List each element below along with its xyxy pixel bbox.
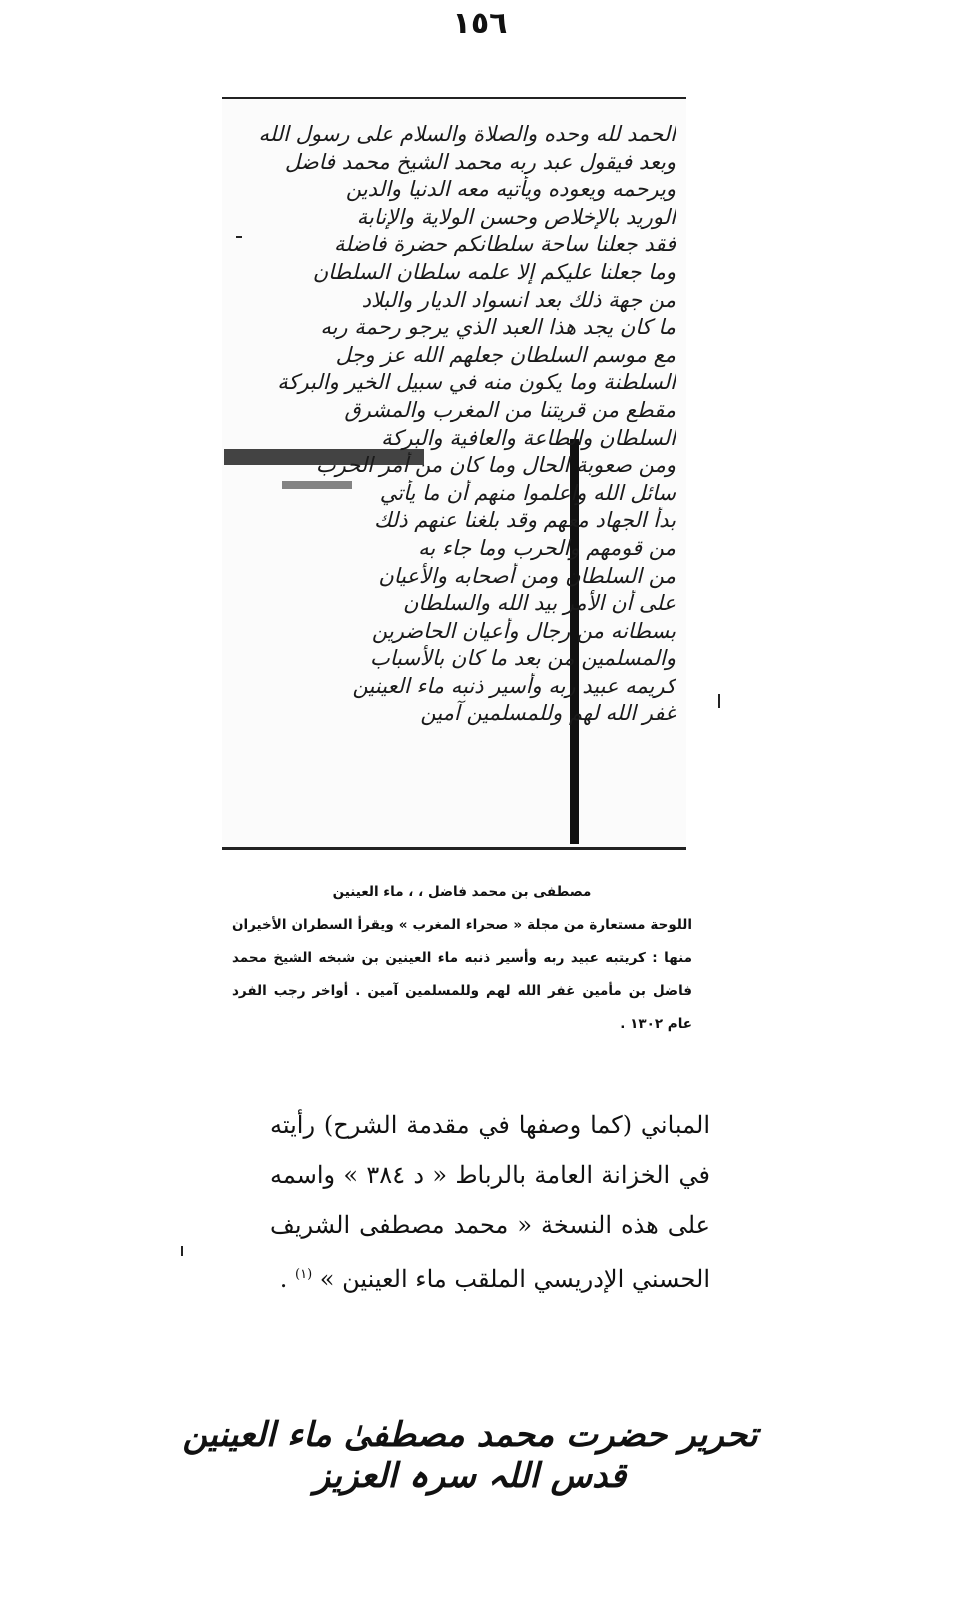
manuscript-image — [222, 97, 686, 850]
manuscript-line: فقد جعلنا ساحة سلطانكم حضرة فاضلة — [334, 232, 676, 257]
manuscript-line: على أن الأمر بيد الله والسلطان — [402, 591, 676, 616]
caption-heading: مصطفى بن محمد فاضل ، ، ماء العينين — [332, 884, 592, 900]
manuscript-line: مقطع من قريتنا من المغرب والمشرق — [344, 397, 676, 422]
manuscript-line: السلطنة وما يكون منه في سبيل الخير والبركة — [277, 370, 676, 395]
manuscript-line: بسطانه من رجال وأعيان الحاضرين — [371, 618, 676, 643]
manuscript-text — [232, 121, 676, 728]
manuscript-line: غفر الله لهم وللمسلمين آمين — [420, 701, 676, 726]
manuscript-line: من جهة ذلك بعد انسواد الديار والبلاد — [361, 287, 676, 312]
manuscript-line: كريمه عبيد ربه وأسير ذنبه ماء العينين — [352, 673, 676, 698]
manuscript-line: مع موسم السلطان جعلهم الله عز وجل — [335, 342, 676, 367]
manuscript-line: من السلطان ومن أصحابه والأعيان — [378, 563, 676, 588]
manuscript-line: السلطان والطاعة والعافية والبركة — [381, 425, 676, 450]
speck — [718, 694, 720, 708]
manuscript-line: بدأ الجهاد معهم وقد بلغنا عنهم ذلك — [374, 508, 676, 533]
manuscript-line: ما كان يجد هذا العبد الذي يرجو رحمة ربه — [320, 315, 676, 340]
manuscript-line: ومن صعوبة الحال وما كان من أمر الحرب — [315, 453, 676, 478]
footer-caption: تحریر حضرت محمد مصطفیٰ ماء العینین قدس اللہ سرہ العزیز — [182, 1415, 758, 1496]
manuscript-line: ويرحمه ويعوده ويأتيه معه الدنيا والدين — [345, 177, 676, 202]
manuscript-line: سائل الله واعلموا منهم أن ما يأتي — [379, 480, 676, 505]
manuscript-line: من قومهم والحرب وما جاء به — [418, 535, 676, 560]
image-caption — [232, 876, 692, 1041]
page-number: ١٥٦ — [452, 6, 508, 41]
manuscript-line: الوريد بالإخلاص وحسن الولاية والإنابة — [356, 204, 676, 229]
speck — [236, 236, 242, 238]
footnote-ref: (١) — [295, 1267, 313, 1282]
speck — [181, 1246, 183, 1256]
manuscript-line: والمسلمين من بعد ما كان بالأسباب — [369, 646, 676, 671]
manuscript-line: الحمد لله وحده والصلاة والسلام على رسول الله — [258, 122, 676, 146]
manuscript-line: وما جعلنا عليكم إلا علمه سلطان السلطان — [312, 259, 676, 284]
body-text: المباني (كما وصفها في مقدمة الشرح) رأيته في الخزانة العامة بالرباط « د ٣٨٤ » واسمه على هذه النسخة « محمد مصطفى الشريف الحسني الإدريسي الملقب ماء العينين » — [270, 1111, 710, 1293]
body-end: . — [279, 1265, 296, 1293]
manuscript-line: وبعد فيقول عبد ربه محمد الشيخ محمد فاضل — [284, 149, 676, 174]
body-paragraph — [270, 1100, 710, 1304]
caption-body: اللوحة مستعارة من مجلة « صحراء المغرب » ويقرأ السطران الأخيران منها : كريتبه عبيد ربه وأسير ذنبه ماء العينين بن شبخه الشيخ محمد فاضل بن مأمين غفر الله لهم وللمسلمين آمين . أواخر رجب الفرد عام ١٣٠٢ . — [232, 917, 692, 1032]
